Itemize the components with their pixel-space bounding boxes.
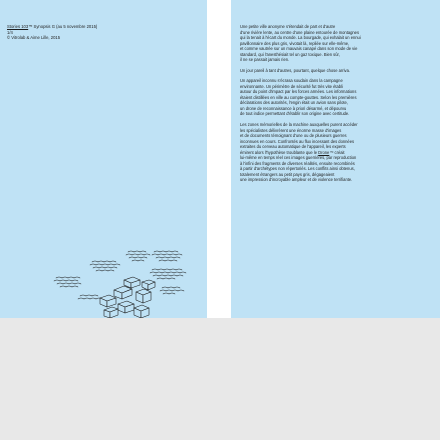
text-fragment: ™ créait — [329, 149, 345, 155]
text-fragment: extraites du cerveau automatique de l'appareil, les experts — [240, 144, 346, 150]
paragraph — [240, 122, 410, 183]
right-page — [231, 0, 440, 318]
viewer-background — [0, 318, 440, 440]
text-fragment: Une petite ville anonyme s'étendait de part et d'autre — [240, 24, 336, 29]
text-fragment: totalement étrangers au petit pays gris, dégageaient — [240, 171, 335, 177]
text-fragment: Un appareil inconnu s'écrasa soudain dans la campagne — [240, 78, 343, 84]
title-link: Stories 103 — [7, 24, 29, 29]
text-fragment: standard, qui l'anesthésiait tel un gaz toxique. Bien sûr, — [240, 51, 340, 57]
text-fragment: les spécialistes délivrèrent une énorme masse d'images — [240, 127, 342, 133]
text-fragment: une impression d'incroyable ampleur et de violence terrifiante. — [240, 177, 353, 183]
text-fragment: pavillonnaire des plus gris, vivotait là, repliée sur elle-même, — [240, 40, 350, 46]
text-fragment: Les zones mémorielles de la machine auxquelles purent accéder — [240, 122, 358, 128]
text-fragment: d'une rivière lente, au centre d'une plaine entourée de montagnes — [240, 29, 360, 35]
text-line — [240, 177, 410, 183]
text-fragment: inconnues en cours. Confrontés au flux incessant des données — [240, 138, 355, 144]
text-fragment: autour du point d'impact par les forces armées. Les informations — [240, 89, 357, 95]
paragraph — [240, 68, 410, 74]
page-number: 1/4 — [7, 29, 13, 35]
synopsis-text — [240, 24, 410, 188]
text-fragment: étaient distillées en ville au compte-gouttes. Selon les premières — [240, 94, 357, 100]
text-fragment: de tout indice permettant d'établir son origine avec certitude. — [240, 111, 350, 117]
text-fragment: environnante. Un périmètre de sécurité fut très vite établi — [240, 83, 343, 89]
text-fragment: un drone de reconnaissance à priori désarmé, et dépourvu — [240, 105, 347, 111]
text-fragment: émirent alors l'hypothèse troublante que le — [240, 149, 319, 155]
text-line — [240, 111, 410, 117]
title-suffix: ™ Synopsis G (au 5 novembre 2015) — [28, 24, 98, 29]
paragraph — [240, 78, 410, 117]
text-fragment: Un jour pareil à tant d'autres, pourtant, quelque chose arriva. — [240, 67, 351, 73]
text-fragment: et comme vautrée sur un mauvais canapé dans son mode de vie — [240, 46, 358, 51]
paragraph — [240, 24, 410, 63]
page-header — [7, 24, 97, 41]
text-fragment: lui-même en temps réel ces images guerrières, par reproduction — [240, 155, 357, 161]
copyright-credit: © Vitrolab & Aime Lille, 2015 — [7, 35, 61, 41]
text-fragment: qui la tenait à l'écart du monde. La bourgade, qui exhalait un ennui — [240, 35, 361, 40]
text-fragment: et de documents témoignant d'une ou de plusieurs guerres — [240, 133, 347, 139]
text-line — [240, 68, 410, 74]
city-illustration — [44, 238, 194, 318]
left-page — [0, 0, 207, 318]
text-line — [240, 57, 410, 63]
text-fragment: à l'infini des fragments de diverses réalités, ensuite recombinés — [240, 160, 355, 166]
text-fragment: déclarations des autorités, l'engin était un avion sans pilote, — [240, 100, 348, 106]
text-fragment: il ne se passait jamais rien. — [240, 57, 290, 62]
text-fragment: à partir d'archétypes non répertoriés. Les conflits ainsi obtenus, — [240, 166, 355, 172]
document-title — [7, 24, 97, 30]
underlined-term: Drone — [318, 149, 330, 155]
